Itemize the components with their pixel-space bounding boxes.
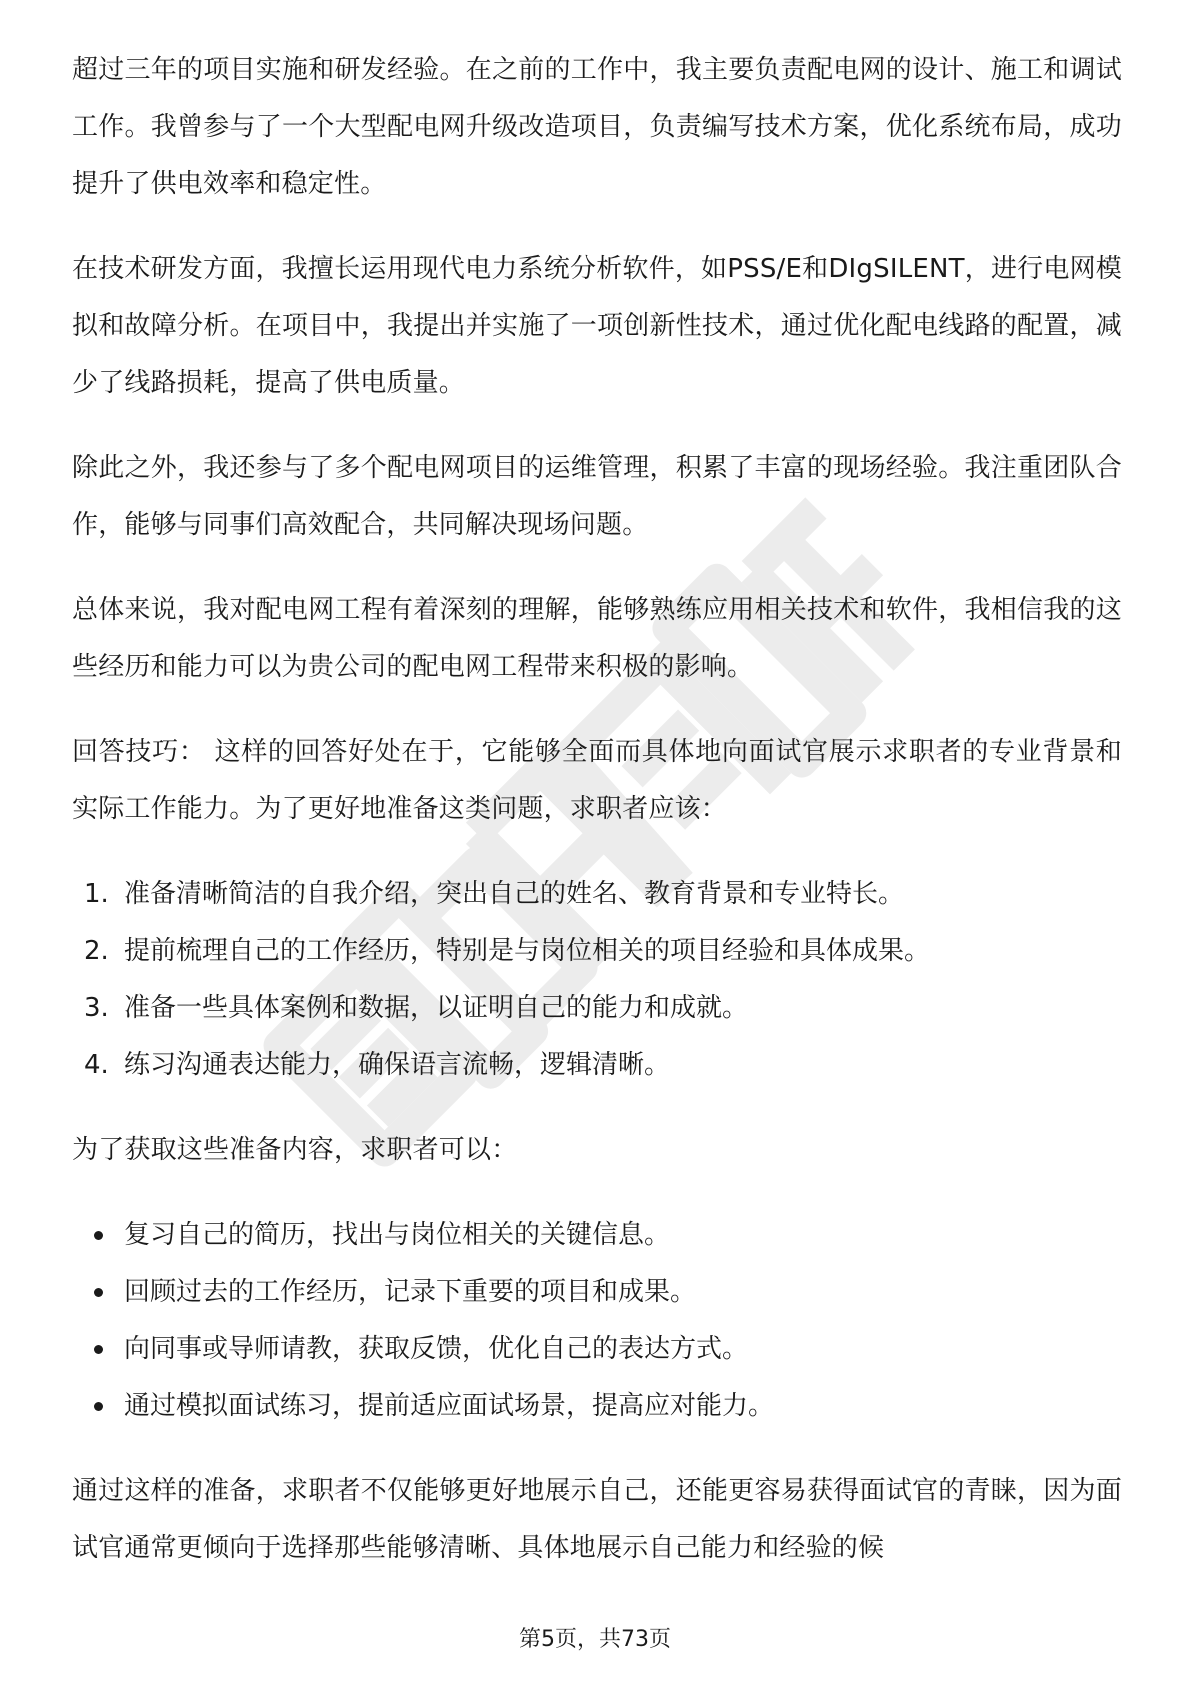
list-number: 1. [84, 879, 109, 909]
list-item-text: 练习沟通表达能力，确保语言流畅，逻辑清晰。 [124, 1050, 671, 1080]
paragraph-summary: 总体来说，我对配电网工程有着深刻的理解，能够熟练应用相关技术和软件，我相信我的这些经历和能力可以为贵公司的配电网工程带来积极的影响。 [72, 595, 1122, 682]
page-number-footer: 第5页，共73页 [519, 1627, 671, 1652]
list-item-text: 回顾过去的工作经历，记录下重要的项目和成果。 [124, 1277, 697, 1307]
paragraph-answer-tips: 回答技巧： 这样的回答好处在于，它能够全面而具体地向面试官展示求职者的专业背景和实际工作能力。为了更好地准备这类问题，求职者应该： [72, 737, 1123, 824]
bullet-icon [94, 1231, 103, 1240]
list-item [72, 1321, 1122, 1378]
list-number: 3. [84, 993, 109, 1023]
bullet-icon [94, 1402, 103, 1411]
preparation-steps-list [72, 866, 1122, 1094]
list-item [72, 1378, 1122, 1435]
list-number: 2. [84, 936, 109, 966]
document-body [72, 42, 1122, 1605]
paragraph-closing: 通过这样的准备，求职者不仅能够更好地展示自己，还能更容易获得面试官的青睐，因为面试官通常更倾向于选择那些能够清晰、具体地展示自己能力和经验的候 [72, 1476, 1122, 1563]
list-item [72, 923, 1122, 980]
list-item-text: 向同事或导师请教，获取反馈，优化自己的表达方式。 [124, 1334, 749, 1364]
paragraph-experience: 超过三年的项目实施和研发经验。在之前的工作中，我主要负责配电网的设计、施工和调试工作。我曾参与了一个大型配电网升级改造项目，负责编写技术方案，优化系统布局，成功提升了供电效率和稳定性。 [72, 55, 1122, 199]
tips-bullet-list [72, 1207, 1122, 1435]
paragraph-tips-intro: 为了获取这些准备内容，求职者可以： [72, 1135, 518, 1165]
paragraph-tech-rd: 在技术研发方面，我擅长运用现代电力系统分析软件，如PSS/E和DIgSILENT，进行电网模拟和故障分析。在项目中，我提出并实施了一项创新性技术，通过优化配电线路的配置，减少了线路损耗，提高了供电质量。 [72, 254, 1122, 398]
list-item-text: 准备清晰简洁的自我介绍，突出自己的姓名、教育背景和专业特长。 [124, 879, 905, 909]
bullet-icon [94, 1288, 103, 1297]
list-item [72, 1207, 1122, 1264]
list-item [72, 980, 1122, 1037]
list-number: 4. [84, 1050, 109, 1080]
paragraph-operations: 除此之外，我还参与了多个配电网项目的运维管理，积累了丰富的现场经验。我注重团队合作，能够与同事们高效配合，共同解决现场问题。 [72, 453, 1122, 540]
list-item [72, 1037, 1122, 1094]
list-item-text: 准备一些具体案例和数据，以证明自己的能力和成就。 [124, 993, 749, 1023]
list-item [72, 1264, 1122, 1321]
list-item-text: 提前梳理自己的工作经历，特别是与岗位相关的项目经验和具体成果。 [124, 936, 931, 966]
list-item-text: 通过模拟面试练习，提前适应面试场景，提高应对能力。 [124, 1391, 775, 1421]
list-item-text: 复习自己的简历，找出与岗位相关的关键信息。 [124, 1220, 671, 1250]
bullet-icon [94, 1345, 103, 1354]
list-item [72, 866, 1122, 923]
